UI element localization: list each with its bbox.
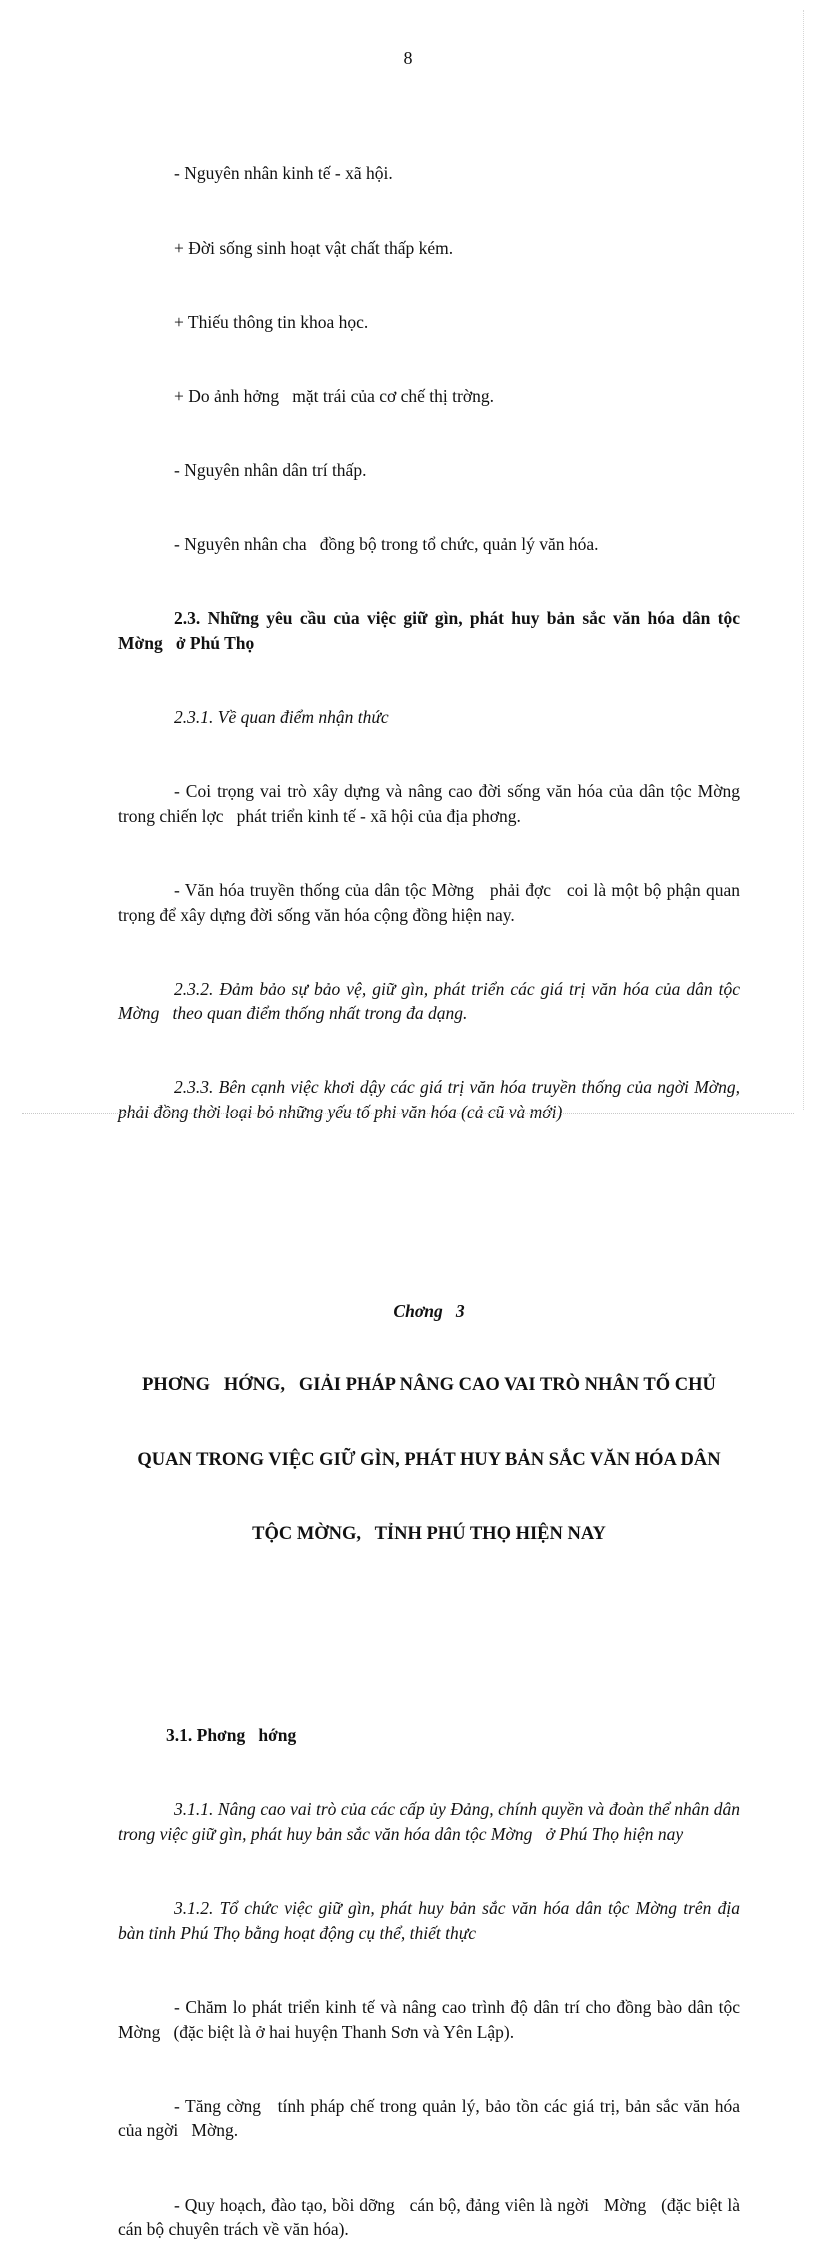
- text-line: - Nguyên nhân kinh tế - xã hội.: [174, 163, 393, 184]
- chapter-title-line-3: TỘC MỜNG, TỈNH PHÚ THỌ HIỆN NAY: [252, 1523, 606, 1544]
- page-right-border: [803, 10, 804, 1110]
- paragraph: - Quy hoạch, đào tạo, bồi dỡng cán bộ, đảng viên là ngời Mờng (đặc biệt là cán bộ chuyên trách về văn hóa).: [118, 2194, 745, 2240]
- paragraph: - Tăng cờng tính pháp chế trong quản lý, bảo tồn các giá trị, bản sắc văn hóa của ngời Mờng.: [118, 2095, 745, 2141]
- paragraph: - Chăm lo phát triển kinh tế và nâng cao trình độ dân trí cho đồng bào dân tộc Mờng (đặc biệt là ở hai huyện Thanh Sơn và Yên Lập).: [118, 1996, 745, 2042]
- section-heading-3-1: 3.1. Phơng hớng: [166, 1725, 297, 1746]
- document-body: [118, 112, 754, 2246]
- subsection-heading-2-3-1: 2.3.1. Về quan điểm nhận thức: [174, 706, 389, 727]
- chapter-title-line-2: QUAN TRONG VIỆC GIỮ GÌN, PHÁT HUY BẢN SẮC VĂN HÓA DÂN: [137, 1449, 721, 1470]
- paragraph: - Văn hóa truyền thống của dân tộc Mờng phải đợc coi là một bộ phận quan trọng để xây dựng đời sống văn hóa cộng đồng hiện nay.: [118, 879, 745, 925]
- text-line: + Đời sống sinh hoạt vật chất thấp kém.: [174, 237, 454, 258]
- subsection-heading-3-1-2: 3.1.2. Tổ chức việc giữ gìn, phát huy bản sắc văn hóa dân tộc Mờng trên địa bàn tỉnh Phú Thọ bằng hoạt động cụ thể, thiết thực: [118, 1898, 745, 1943]
- chapter-label: Chơng 3: [393, 1301, 465, 1322]
- text-line: + Do ảnh hởng mặt trái của cơ chế thị trờng.: [174, 385, 494, 406]
- text-line: - Nguyên nhân cha đồng bộ trong tổ chức, quản lý văn hóa.: [174, 533, 599, 554]
- section-heading-2-3: 2.3. Những yêu cầu của việc giữ gìn, phát huy bản sắc văn hóa dân tộc Mờng ở Phú Thọ: [118, 608, 745, 653]
- page-bottom-border: [22, 1113, 794, 1114]
- text-line: + Thiếu thông tin khoa học.: [174, 311, 369, 332]
- page-number: 8: [403, 48, 413, 68]
- subsection-heading-3-1-1: 3.1.1. Nâng cao vai trò của các cấp ủy Đảng, chính quyền và đoàn thể nhân dân trong việc giữ gìn, phát huy bản sắc văn hóa dân tộc Mờng ở Phú Thọ hiện nay: [118, 1799, 745, 1844]
- paragraph: - Coi trọng vai trò xây dựng và nâng cao đời sống văn hóa của dân tộc Mờng trong chiến lợc phát triển kinh tế - xã hội của địa phơng.: [118, 780, 754, 826]
- chapter-title-line-1: PHƠNG HỚNG, GIẢI PHÁP NÂNG CAO VAI TRÒ NHÂN TỐ CHỦ: [142, 1375, 716, 1396]
- subsection-heading-2-3-2: 2.3.2. Đảm bảo sự bảo vệ, giữ gìn, phát triển các giá trị văn hóa của dân tộc Mờng theo quan điểm thống nhất trong đa dạng.: [118, 978, 745, 1024]
- subsection-heading-2-3-3: 2.3.3. Bên cạnh việc khơi dậy các giá trị văn hóa truyền thống của ngời Mờng, phải đồng thời loại bỏ những yếu tố phi văn hóa (cả cũ và mới): [118, 1077, 754, 1123]
- text-line: - Nguyên nhân dân trí thấp.: [174, 459, 367, 480]
